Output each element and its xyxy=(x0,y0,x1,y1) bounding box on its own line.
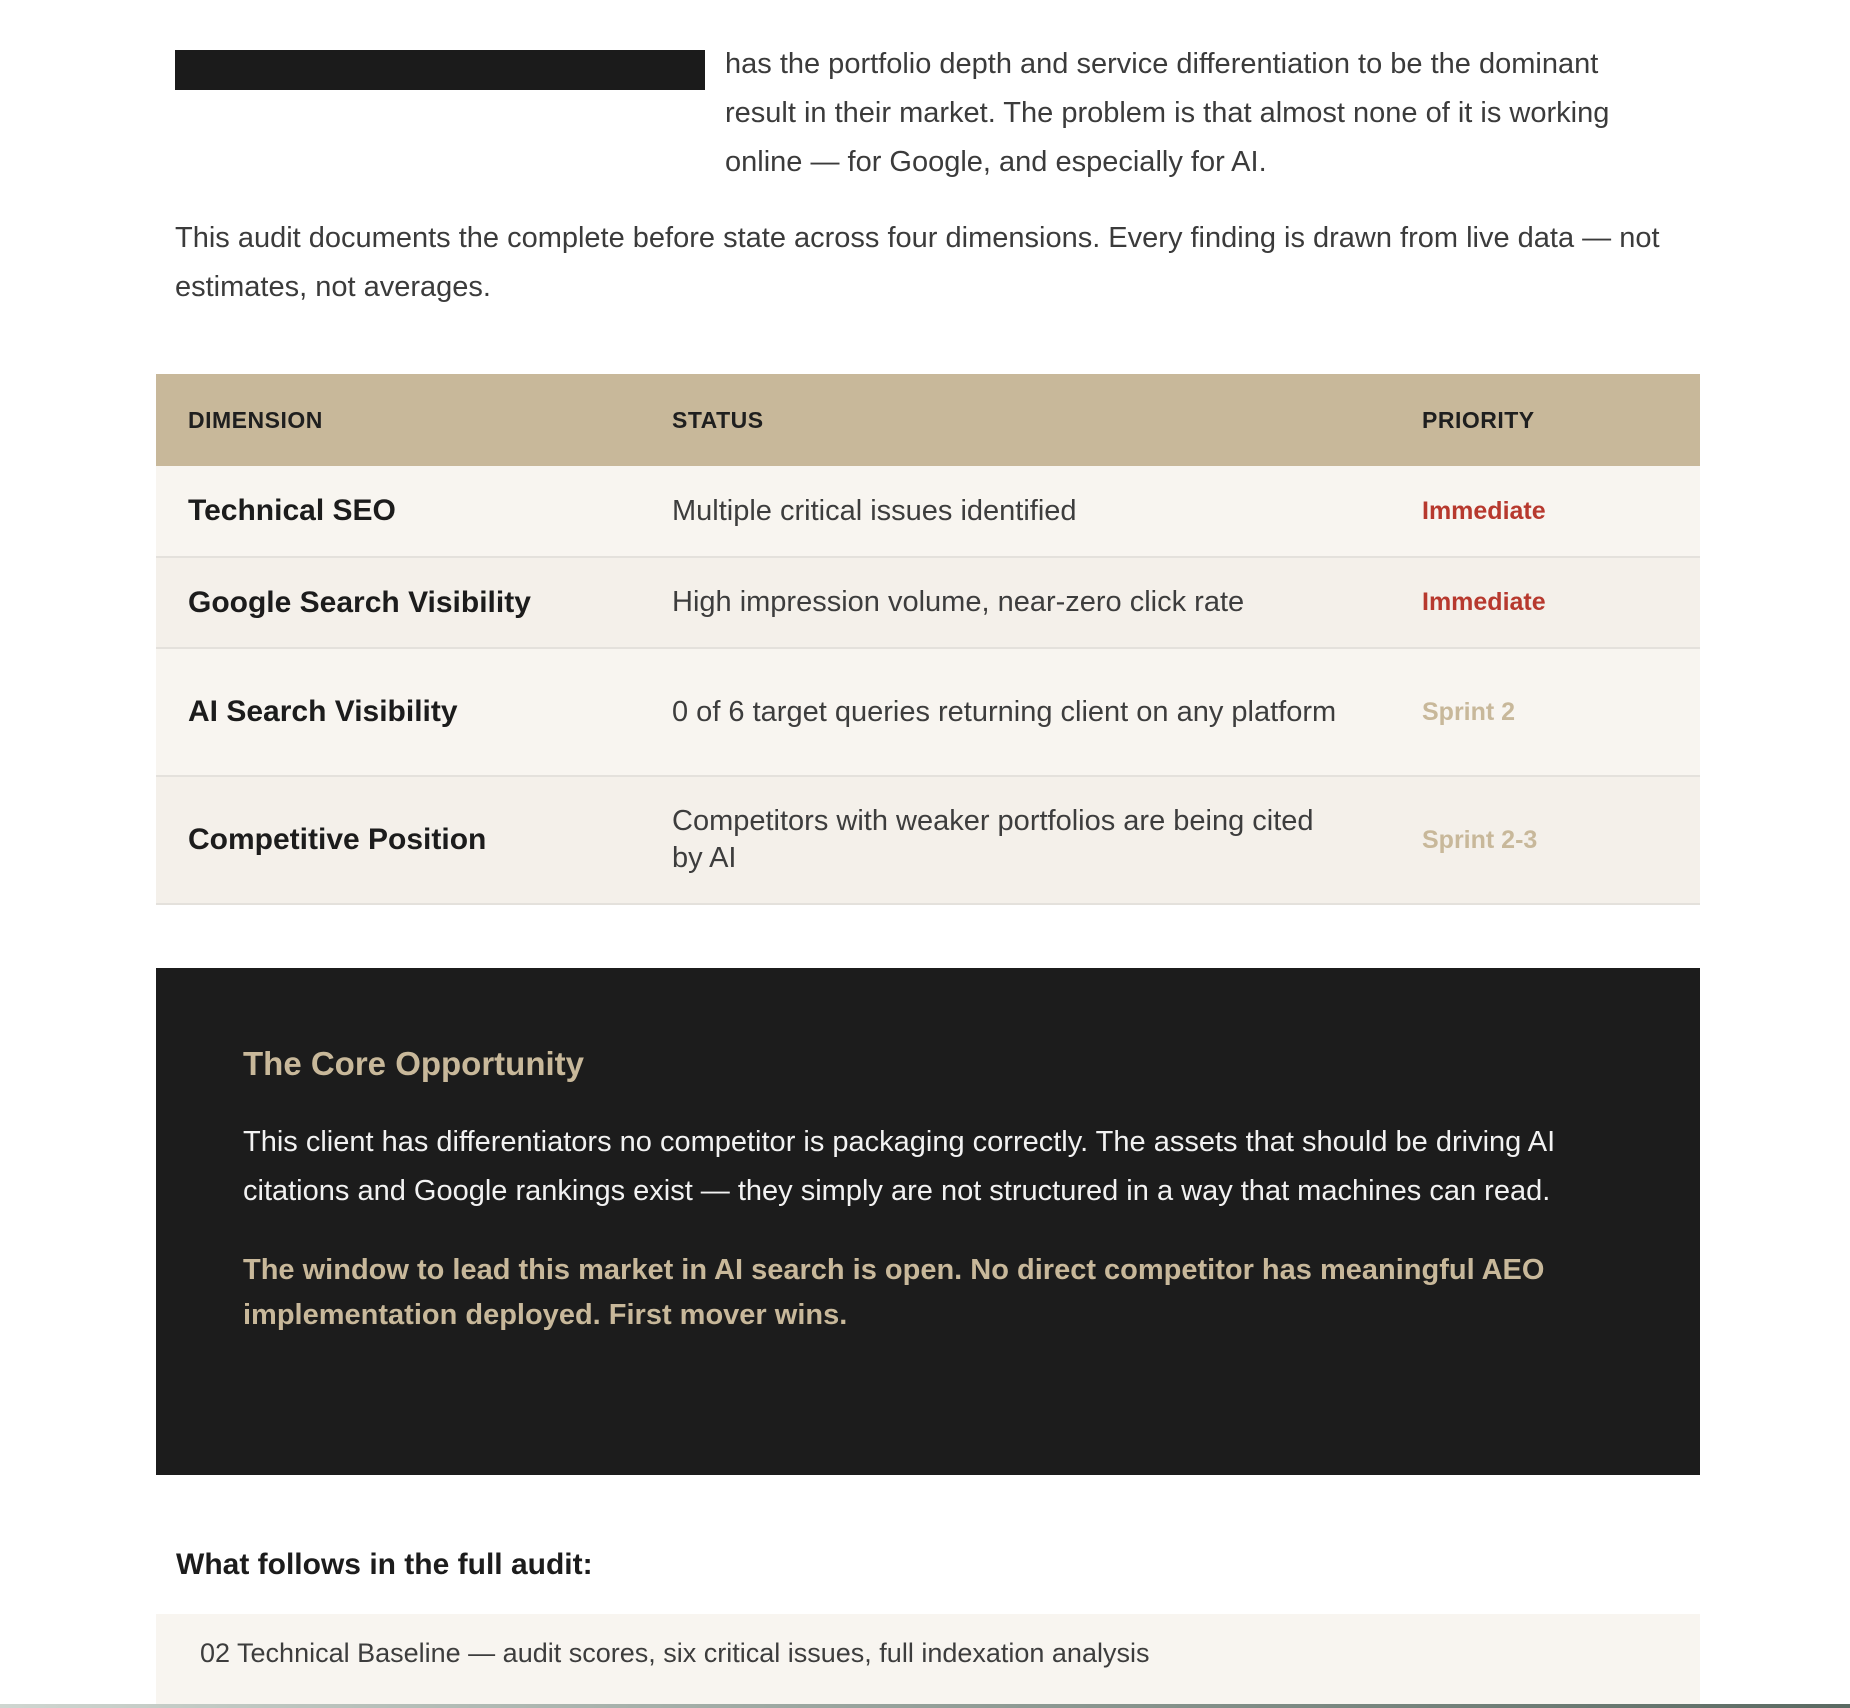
priority-cell: Immediate xyxy=(1390,557,1700,648)
intro-top xyxy=(175,40,1675,200)
follows-heading: What follows in the full audit: xyxy=(176,1548,593,1581)
table-row xyxy=(156,776,1700,904)
table-header-row xyxy=(156,374,1700,466)
callout-content xyxy=(243,1042,1633,1338)
table-row xyxy=(156,648,1700,776)
core-opportunity-callout xyxy=(156,968,1700,1475)
priority-cell: Sprint 2 xyxy=(1390,648,1700,776)
intro-second-paragraph: This audit documents the complete before state across four dimensions. Every finding is drawn from live data — not estimates, not averages. xyxy=(175,222,1660,303)
intro-lead-paragraph: has the portfolio depth and service differentiation to be the dominant result in their market. The problem is that almost none of it is working online — for Google, and especially for AI. xyxy=(725,48,1610,178)
table-row xyxy=(156,557,1700,648)
list-item: 02 Technical Baseline — audit scores, six critical issues, full indexation analysis xyxy=(200,1638,1150,1668)
dimension-cell: AI Search Visibility xyxy=(156,648,640,776)
priority-cell: Immediate xyxy=(1390,466,1700,557)
dimensions-table-wrapper xyxy=(156,374,1700,905)
header-priority: PRIORITY xyxy=(1390,374,1700,466)
status-cell: Multiple critical issues identified xyxy=(640,466,1390,557)
dimensions-table xyxy=(156,374,1700,905)
dimension-cell: Competitive Position xyxy=(156,776,640,904)
callout-body: This client has differentiators no competitor is packaging correctly. The assets that should be driving AI citations and Google rankings exist — they simply are not structured in a way that machines can read. xyxy=(243,1126,1556,1207)
dimension-cell: Google Search Visibility xyxy=(156,557,640,648)
callout-title: The Core Opportunity xyxy=(243,1045,584,1082)
follows-list xyxy=(156,1614,1700,1708)
bottom-edge-divider xyxy=(0,1704,1850,1708)
status-cell: Competitors with weaker portfolios are being cited by AI xyxy=(640,776,1390,904)
header-dimension: DIMENSION xyxy=(156,374,640,466)
redacted-client-name xyxy=(175,50,705,90)
status-cell: 0 of 6 target queries returning client on any platform xyxy=(640,648,1390,776)
status-cell: High impression volume, near-zero click rate xyxy=(640,557,1390,648)
table-row xyxy=(156,466,1700,557)
callout-emphasis: The window to lead this market in AI search is open. No direct competitor has meaningful AEO implementation deployed. First mover wins. xyxy=(243,1254,1545,1331)
priority-cell: Sprint 2-3 xyxy=(1390,776,1700,904)
intro-section xyxy=(175,40,1675,312)
header-status: STATUS xyxy=(640,374,1390,466)
dimension-cell: Technical SEO xyxy=(156,466,640,557)
